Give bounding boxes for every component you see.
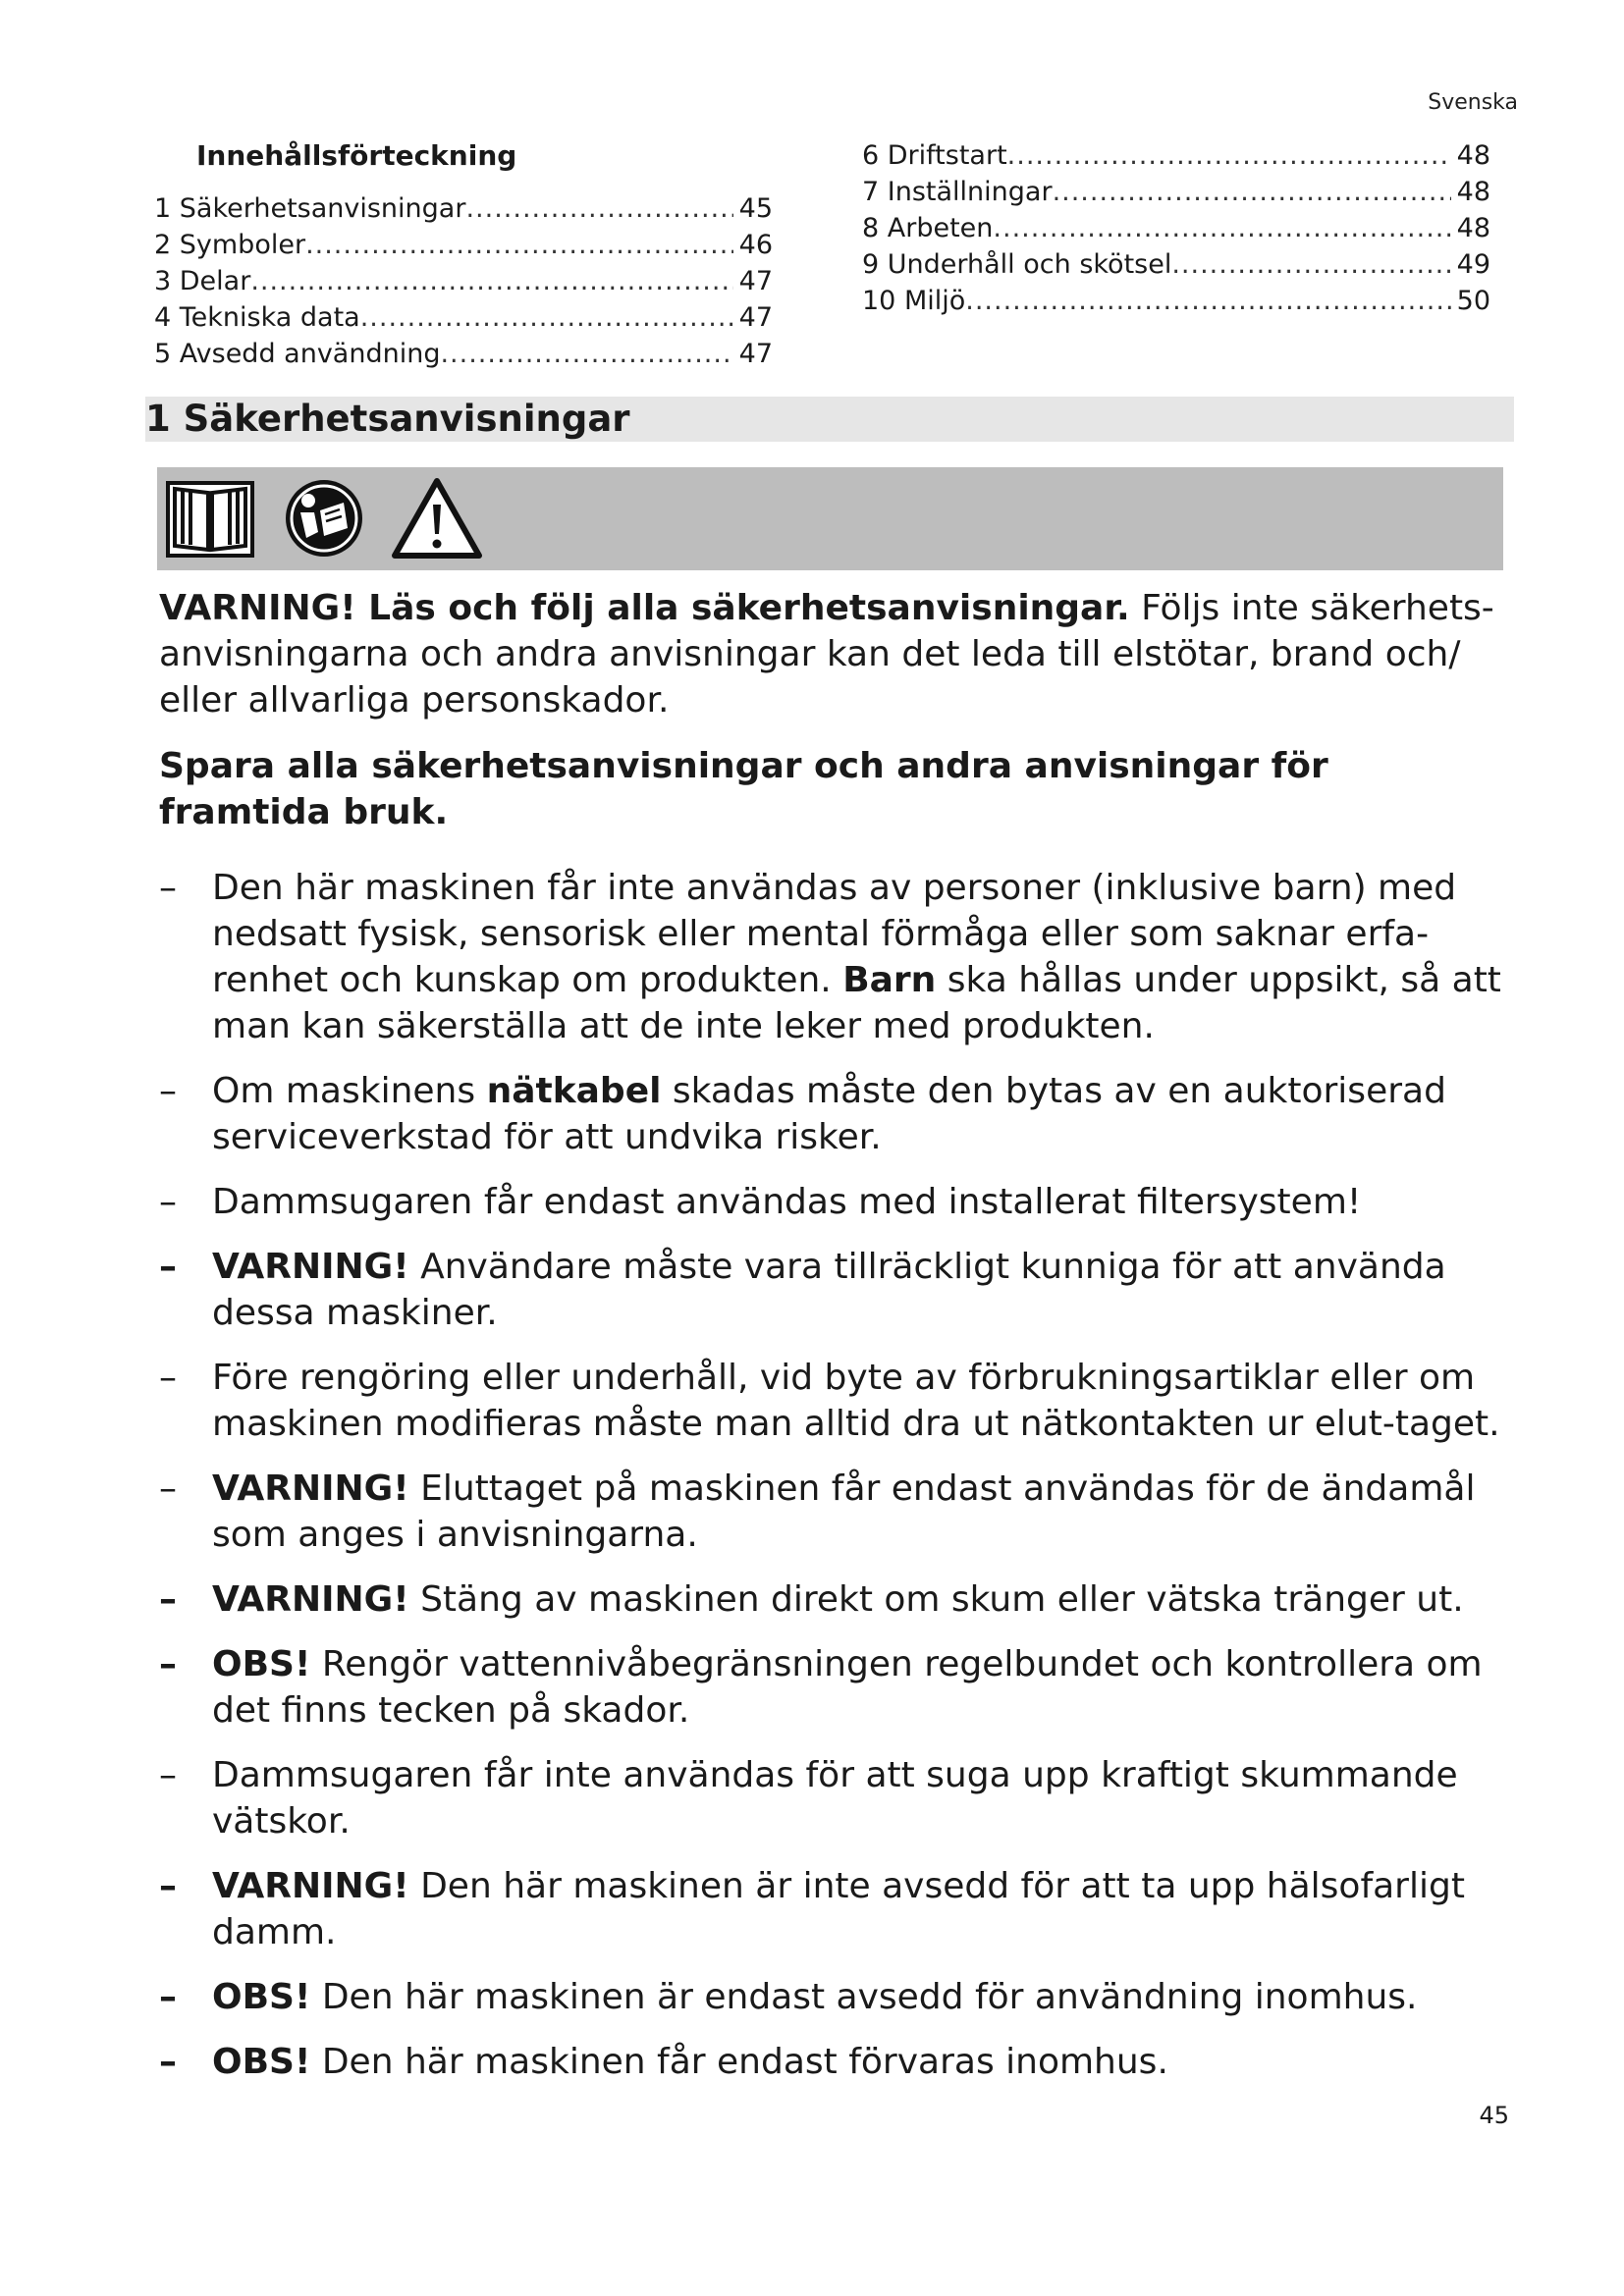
list-item [159, 1466, 1504, 1558]
toc-leader [1171, 246, 1450, 283]
toc-entry-label: 7 Inställningar [862, 177, 1053, 207]
toc-entry[interactable] [154, 299, 773, 336]
warning-text: Följs inte säkerhets-anvisningarna och andra anvisningar kan det leda till elstötar, brand och/ eller allvarliga personskador. [159, 588, 1494, 721]
toc-entry[interactable] [862, 246, 1490, 283]
toc-entry-label: 6 Driftstart [862, 140, 1007, 171]
toc-entry-label: 8 Arbeten [862, 213, 994, 243]
toc-entry-label: 9 Underhåll och skötsel [862, 249, 1172, 280]
item-text: Den här maskinen får endast förvaras inomhus. [310, 2042, 1168, 2082]
toc-leader [993, 210, 1450, 246]
list-item [159, 1179, 1504, 1225]
list-dash: – [159, 868, 177, 908]
item-lead: VARNING! [212, 1247, 409, 1287]
warning-triangle-icon [391, 477, 483, 560]
item-text: Eluttaget på maskinen får endast användas för de ändamål som anges i anvisningarna. [212, 1468, 1476, 1555]
item-text: Den här maskinen är endast avsedd för användning inomhus. [310, 1977, 1418, 2017]
item-lead: OBS! [212, 1644, 311, 1684]
toc-leader [440, 336, 732, 372]
toc-leader [1007, 137, 1451, 174]
list-item [159, 1641, 1504, 1734]
toc-entry-label: 1 Säkerhetsanvisningar [154, 193, 466, 224]
section-heading: 1 Säkerhetsanvisningar [145, 397, 1514, 442]
toc-entry-page: 47 [738, 266, 773, 296]
toc-leader [965, 283, 1450, 319]
toc-entry-label: 4 Tekniska data [154, 302, 360, 333]
toc-entry[interactable] [154, 336, 773, 372]
toc-entry-page: 50 [1456, 286, 1490, 316]
list-dash: – [159, 1866, 177, 1906]
manual-book-icon [165, 477, 255, 560]
read-manual-icon [283, 477, 365, 560]
toc-leader [1053, 174, 1451, 210]
item-lead: OBS! [212, 2042, 311, 2082]
list-dash: – [159, 1358, 177, 1398]
list-item [159, 1244, 1504, 1336]
toc-entry-label: 3 Delar [154, 266, 251, 296]
toc-entry[interactable] [862, 210, 1490, 246]
page-number: 45 [1479, 2102, 1509, 2129]
list-item [159, 1863, 1504, 1955]
item-text: Användare måste vara tillräckligt kunniga för att använda dessa maskiner. [212, 1247, 1446, 1333]
toc-entry[interactable] [154, 227, 773, 263]
list-dash: – [159, 2042, 177, 2082]
toc-leader [465, 190, 732, 227]
item-emphasis: nätkabel [486, 1071, 662, 1111]
toc-entry-page: 49 [1456, 249, 1490, 280]
toc-entry[interactable] [154, 190, 773, 227]
toc-entry[interactable] [154, 263, 773, 299]
list-dash: – [159, 1468, 177, 1509]
toc-left-column [154, 190, 773, 372]
toc-leader [250, 263, 732, 299]
item-lead: VARNING! [212, 1866, 409, 1906]
item-text: skadas måste den bytas av en auktoriserad serviceverkstad för att undvika risker. [212, 1071, 1446, 1157]
warning-paragraph [159, 585, 1504, 723]
list-dash: – [159, 1977, 177, 2017]
toc-entry-label: 5 Avsedd användning [154, 339, 441, 369]
toc-entry-page: 47 [738, 302, 773, 333]
toc-entry[interactable] [862, 174, 1490, 210]
list-dash: – [159, 1579, 177, 1620]
list-item [159, 2039, 1504, 2085]
toc-entry-page: 45 [738, 193, 773, 224]
toc-right-column [862, 137, 1490, 319]
toc-entry-page: 48 [1456, 177, 1490, 207]
toc-entry-page: 48 [1456, 140, 1490, 171]
list-dash: – [159, 1247, 177, 1287]
item-emphasis: Barn [842, 960, 937, 1000]
safety-icon-band [157, 467, 1503, 570]
item-text: Stäng av maskinen direkt om skum eller vätska tränger ut. [408, 1579, 1464, 1620]
safety-content [159, 585, 1504, 2104]
item-text: ska hållas under uppsikt, så att man kan säkerställa att de inte leker med produkten. [212, 960, 1501, 1046]
toc-entry-label: 10 Miljö [862, 286, 966, 316]
item-text: Om maskinens [212, 1071, 487, 1111]
list-item [159, 1355, 1504, 1447]
toc-leader [360, 299, 733, 336]
list-dash: – [159, 1755, 177, 1795]
list-dash: – [159, 1071, 177, 1111]
item-lead: VARNING! [212, 1579, 409, 1620]
list-item [159, 1752, 1504, 1844]
list-dash: – [159, 1182, 177, 1222]
item-text: Rengör vattennivåbegränsningen regelbundet och kontrollera om det finns tecken på skador. [212, 1644, 1483, 1731]
item-text: Före rengöring eller underhåll, vid byte av förbrukningsartiklar eller om maskinen modifieras måste man alltid dra ut nätkontakten ur elut-taget. [212, 1358, 1500, 1444]
item-text: Den här maskinen får inte användas av personer (inklusive barn) med nedsatt fysisk, sensorisk eller mental förmåga eller som saknar erfa-renhet och kunskap om produkten. [212, 868, 1457, 1000]
item-text: Den här maskinen är inte avsedd för att ta upp hälsofarligt damm. [212, 1866, 1465, 1952]
safety-list [159, 865, 1504, 2085]
list-item [159, 1576, 1504, 1623]
toc-entry-label: 2 Symboler [154, 230, 306, 260]
list-item [159, 1068, 1504, 1160]
list-item [159, 1974, 1504, 2020]
toc-entry-page: 47 [738, 339, 773, 369]
item-lead: VARNING! [212, 1468, 409, 1509]
toc-entry[interactable] [862, 137, 1490, 174]
item-text: Dammsugaren får endast användas med installerat filtersystem! [212, 1182, 1362, 1222]
toc-entry-page: 48 [1456, 213, 1490, 243]
toc-title: Innehållsförteckning [196, 139, 517, 172]
toc-entry-page: 46 [738, 230, 773, 260]
toc-leader [305, 227, 733, 263]
toc-entry[interactable] [862, 283, 1490, 319]
language-label: Svenska [1428, 90, 1518, 115]
list-dash: – [159, 1644, 177, 1684]
item-lead: OBS! [212, 1977, 311, 2017]
item-text: Dammsugaren får inte användas för att suga upp kraftigt skummande vätskor. [212, 1755, 1458, 1842]
warning-lead: VARNING! Läs och följ alla säkerhetsanvisningar. [159, 588, 1130, 628]
save-instructions: Spara alla säkerhetsanvisningar och andra anvisningar för framtida bruk. [159, 746, 1328, 832]
list-item [159, 865, 1504, 1049]
